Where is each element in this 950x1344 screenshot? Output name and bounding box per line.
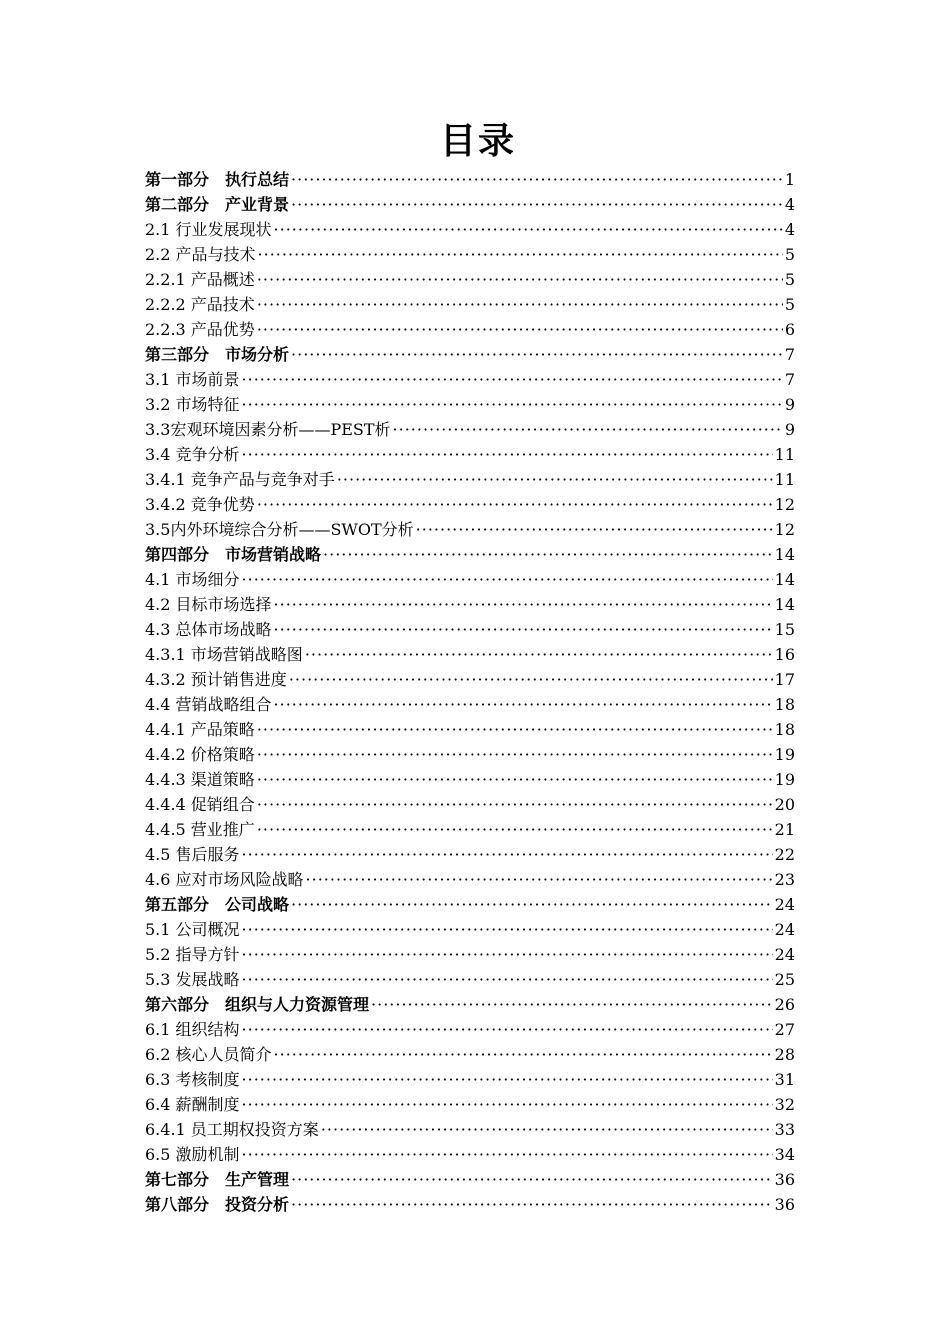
toc-section-entry[interactable] bbox=[145, 867, 795, 892]
toc-page-number: 23 bbox=[774, 870, 795, 889]
toc-section-entry[interactable] bbox=[145, 642, 795, 667]
toc-page-number: 24 bbox=[774, 945, 795, 964]
toc-entry-label: 3.4 竞争分析 bbox=[145, 445, 240, 464]
toc-page-number: 36 bbox=[774, 1170, 795, 1189]
toc-page-number: 27 bbox=[774, 1020, 795, 1039]
toc-dot-leader bbox=[306, 867, 773, 892]
toc-dot-leader bbox=[258, 242, 783, 267]
toc-dot-leader bbox=[416, 517, 773, 542]
toc-dot-leader bbox=[291, 342, 783, 367]
toc-page-number: 28 bbox=[774, 1045, 795, 1064]
toc-entry-label: 4.4.4 促销组合 bbox=[145, 795, 255, 814]
toc-page-number: 16 bbox=[774, 645, 795, 664]
toc-entry-label: 2.2.1 产品概述 bbox=[145, 270, 255, 289]
toc-entry-label: 6.2 核心人员简介 bbox=[145, 1045, 272, 1064]
toc-entry-label: 3.4.2 竞争优势 bbox=[145, 495, 255, 514]
toc-section-entry[interactable] bbox=[145, 467, 795, 492]
toc-dot-leader bbox=[337, 467, 773, 492]
toc-page-number: 14 bbox=[774, 595, 795, 614]
toc-dot-leader bbox=[242, 1092, 773, 1117]
toc-dot-leader bbox=[242, 442, 773, 467]
toc-page-number: 14 bbox=[774, 570, 795, 589]
toc-page-number: 11 bbox=[774, 470, 795, 489]
toc-dot-leader bbox=[289, 667, 773, 692]
toc-entry-label: 4.4 营销战略组合 bbox=[145, 695, 272, 714]
toc-section-entry[interactable] bbox=[145, 1142, 795, 1167]
toc-entry-label: 6.4 薪酬制度 bbox=[145, 1095, 240, 1114]
toc-entry-label: 3.1 市场前景 bbox=[145, 370, 240, 389]
toc-dot-leader bbox=[291, 167, 783, 192]
toc-dot-leader bbox=[274, 217, 783, 242]
toc-list bbox=[145, 167, 795, 1217]
toc-page-number: 5 bbox=[784, 270, 795, 289]
toc-dot-leader bbox=[242, 392, 783, 417]
toc-entry-label: 第一部分 执行总结 bbox=[145, 170, 290, 189]
toc-section-entry[interactable] bbox=[145, 392, 795, 417]
toc-dot-leader bbox=[274, 692, 773, 717]
toc-page-number: 34 bbox=[774, 1145, 795, 1164]
toc-page-number: 4 bbox=[784, 195, 795, 214]
toc-page-number: 26 bbox=[774, 995, 795, 1014]
toc-section-entry[interactable] bbox=[145, 667, 795, 692]
toc-entry-label: 4.2 目标市场选择 bbox=[145, 595, 272, 614]
toc-page-number: 19 bbox=[774, 770, 795, 789]
toc-section-entry[interactable] bbox=[145, 742, 795, 767]
toc-page-number: 5 bbox=[784, 295, 795, 314]
toc-dot-leader bbox=[274, 1042, 773, 1067]
toc-page-number: 32 bbox=[774, 1095, 795, 1114]
toc-section-entry[interactable] bbox=[145, 1042, 795, 1067]
toc-dot-leader bbox=[242, 917, 773, 942]
toc-entry-label: 第二部分 产业背景 bbox=[145, 195, 290, 214]
toc-entry-label: 2.1 行业发展现状 bbox=[145, 220, 272, 239]
toc-page-number: 1 bbox=[784, 170, 795, 189]
toc-entry-label: 4.1 市场细分 bbox=[145, 570, 240, 589]
toc-section-entry[interactable] bbox=[145, 942, 795, 967]
toc-entry-label: 3.3宏观环境因素分析——PEST析 bbox=[145, 420, 391, 439]
toc-entry-label: 3.4.1 竞争产品与竞争对手 bbox=[145, 470, 335, 489]
toc-part-entry[interactable] bbox=[145, 342, 795, 367]
toc-page-number: 25 bbox=[774, 970, 795, 989]
toc-entry-label: 5.3 发展战略 bbox=[145, 970, 240, 989]
toc-entry-label: 6.1 组织结构 bbox=[145, 1020, 240, 1039]
toc-dot-leader bbox=[291, 1167, 773, 1192]
toc-section-entry[interactable] bbox=[145, 1067, 795, 1092]
toc-section-entry[interactable] bbox=[145, 717, 795, 742]
toc-dot-leader bbox=[242, 1142, 773, 1167]
toc-dot-leader bbox=[274, 617, 773, 642]
toc-dot-leader bbox=[242, 567, 773, 592]
toc-page-number: 24 bbox=[774, 920, 795, 939]
toc-entry-label: 第六部分 组织与人力资源管理 bbox=[145, 995, 370, 1014]
toc-dot-leader bbox=[291, 1192, 773, 1217]
toc-part-entry[interactable] bbox=[145, 1167, 795, 1192]
toc-page-number: 31 bbox=[774, 1070, 795, 1089]
toc-entry-label: 4.3 总体市场战略 bbox=[145, 620, 272, 639]
toc-entry-label: 3.2 市场特征 bbox=[145, 395, 240, 414]
toc-section-entry[interactable] bbox=[145, 692, 795, 717]
toc-dot-leader bbox=[257, 267, 783, 292]
toc-page-number: 33 bbox=[774, 1120, 795, 1139]
toc-page-number: 12 bbox=[774, 495, 795, 514]
toc-page-number: 14 bbox=[774, 545, 795, 564]
toc-part-entry[interactable] bbox=[145, 167, 795, 192]
toc-section-entry[interactable] bbox=[145, 817, 795, 842]
toc-entry-label: 4.3.2 预计销售进度 bbox=[145, 670, 287, 689]
toc-entry-label: 6.3 考核制度 bbox=[145, 1070, 240, 1089]
toc-entry-label: 4.3.1 市场营销战略图 bbox=[145, 645, 303, 664]
toc-page-number: 17 bbox=[774, 670, 795, 689]
toc-section-entry[interactable] bbox=[145, 492, 795, 517]
toc-dot-leader bbox=[242, 1067, 773, 1092]
toc-page-number: 22 bbox=[774, 845, 795, 864]
toc-part-entry[interactable] bbox=[145, 192, 795, 217]
toc-page-number: 20 bbox=[774, 795, 795, 814]
toc-section-entry[interactable] bbox=[145, 442, 795, 467]
toc-entry-label: 4.4.1 产品策略 bbox=[145, 720, 255, 739]
toc-part-entry[interactable] bbox=[145, 1192, 795, 1217]
toc-dot-leader bbox=[257, 717, 773, 742]
toc-dot-leader bbox=[242, 367, 783, 392]
toc-section-entry[interactable] bbox=[145, 767, 795, 792]
toc-page-number: 9 bbox=[784, 420, 795, 439]
toc-page-number: 9 bbox=[784, 395, 795, 414]
toc-entry-label: 2.2.2 产品技术 bbox=[145, 295, 255, 314]
toc-entry-label: 6.4.1 员工期权投资方案 bbox=[145, 1120, 319, 1139]
toc-page-number: 5 bbox=[784, 245, 795, 264]
toc-dot-leader bbox=[242, 942, 773, 967]
toc-entry-label: 第三部分 市场分析 bbox=[145, 345, 290, 364]
toc-page-number: 12 bbox=[774, 520, 795, 539]
toc-dot-leader bbox=[305, 642, 773, 667]
toc-section-entry[interactable] bbox=[145, 567, 795, 592]
toc-dot-leader bbox=[257, 292, 783, 317]
toc-dot-leader bbox=[257, 492, 773, 517]
toc-section-entry[interactable] bbox=[145, 517, 795, 542]
toc-entry-label: 第五部分 公司战略 bbox=[145, 895, 290, 914]
toc-page-number: 7 bbox=[784, 345, 795, 364]
toc-section-entry[interactable] bbox=[145, 792, 795, 817]
toc-section-entry[interactable] bbox=[145, 217, 795, 242]
toc-dot-leader bbox=[274, 592, 773, 617]
toc-page-number: 18 bbox=[774, 695, 795, 714]
toc-section-entry[interactable] bbox=[145, 592, 795, 617]
toc-dot-leader bbox=[321, 1117, 773, 1142]
toc-section-entry[interactable] bbox=[145, 317, 795, 342]
toc-page-number: 6 bbox=[784, 320, 795, 339]
toc-dot-leader bbox=[257, 317, 783, 342]
toc-section-entry[interactable] bbox=[145, 1117, 795, 1142]
toc-entry-label: 4.4.5 营业推广 bbox=[145, 820, 255, 839]
toc-section-entry[interactable] bbox=[145, 1092, 795, 1117]
toc-page-number: 18 bbox=[774, 720, 795, 739]
toc-dot-leader bbox=[242, 842, 773, 867]
toc-page-number: 36 bbox=[774, 1195, 795, 1214]
toc-entry-label: 4.6 应对市场风险战略 bbox=[145, 870, 304, 889]
toc-entry-label: 4.4.3 渠道策略 bbox=[145, 770, 255, 789]
toc-section-entry[interactable] bbox=[145, 617, 795, 642]
toc-page-number: 4 bbox=[784, 220, 795, 239]
toc-section-entry[interactable] bbox=[145, 417, 795, 442]
toc-section-entry[interactable] bbox=[145, 367, 795, 392]
toc-dot-leader bbox=[257, 767, 773, 792]
toc-dot-leader bbox=[291, 892, 773, 917]
toc-section-entry[interactable] bbox=[145, 842, 795, 867]
toc-page-number: 21 bbox=[774, 820, 795, 839]
toc-section-entry[interactable] bbox=[145, 917, 795, 942]
toc-part-entry[interactable] bbox=[145, 992, 795, 1017]
toc-dot-leader bbox=[242, 1017, 773, 1042]
toc-dot-leader bbox=[393, 417, 783, 442]
toc-entry-label: 2.2 产品与技术 bbox=[145, 245, 256, 264]
toc-page-number: 11 bbox=[774, 445, 795, 464]
toc-entry-label: 5.2 指导方针 bbox=[145, 945, 240, 964]
toc-entry-label: 4.4.2 价格策略 bbox=[145, 745, 255, 764]
toc-dot-leader bbox=[291, 192, 783, 217]
toc-part-entry[interactable] bbox=[145, 892, 795, 917]
toc-section-entry[interactable] bbox=[145, 242, 795, 267]
toc-section-entry[interactable] bbox=[145, 1017, 795, 1042]
toc-entry-label: 2.2.3 产品优势 bbox=[145, 320, 255, 339]
toc-page-number: 24 bbox=[774, 895, 795, 914]
toc-dot-leader bbox=[242, 967, 773, 992]
toc-entry-label: 第四部分 市场营销战略 bbox=[145, 545, 322, 564]
toc-entry-label: 4.5 售后服务 bbox=[145, 845, 240, 864]
toc-entry-label: 3.5内外环境综合分析——SWOT分析 bbox=[145, 520, 414, 539]
toc-entry-label: 6.5 激励机制 bbox=[145, 1145, 240, 1164]
toc-title: 目录 bbox=[439, 121, 516, 162]
toc-section-entry[interactable] bbox=[145, 967, 795, 992]
toc-entry-label: 第八部分 投资分析 bbox=[145, 1195, 290, 1214]
toc-dot-leader bbox=[257, 792, 773, 817]
toc-dot-leader bbox=[323, 542, 773, 567]
toc-dot-leader bbox=[257, 817, 773, 842]
toc-entry-label: 5.1 公司概况 bbox=[145, 920, 240, 939]
toc-page-number: 7 bbox=[784, 370, 795, 389]
toc-section-entry[interactable] bbox=[145, 267, 795, 292]
toc-page-number: 19 bbox=[774, 745, 795, 764]
toc-dot-leader bbox=[371, 992, 773, 1017]
toc-dot-leader bbox=[257, 742, 773, 767]
toc-page-number: 15 bbox=[774, 620, 795, 639]
toc-entry-label: 第七部分 生产管理 bbox=[145, 1170, 290, 1189]
toc-section-entry[interactable] bbox=[145, 292, 795, 317]
toc-part-entry[interactable] bbox=[145, 542, 795, 567]
